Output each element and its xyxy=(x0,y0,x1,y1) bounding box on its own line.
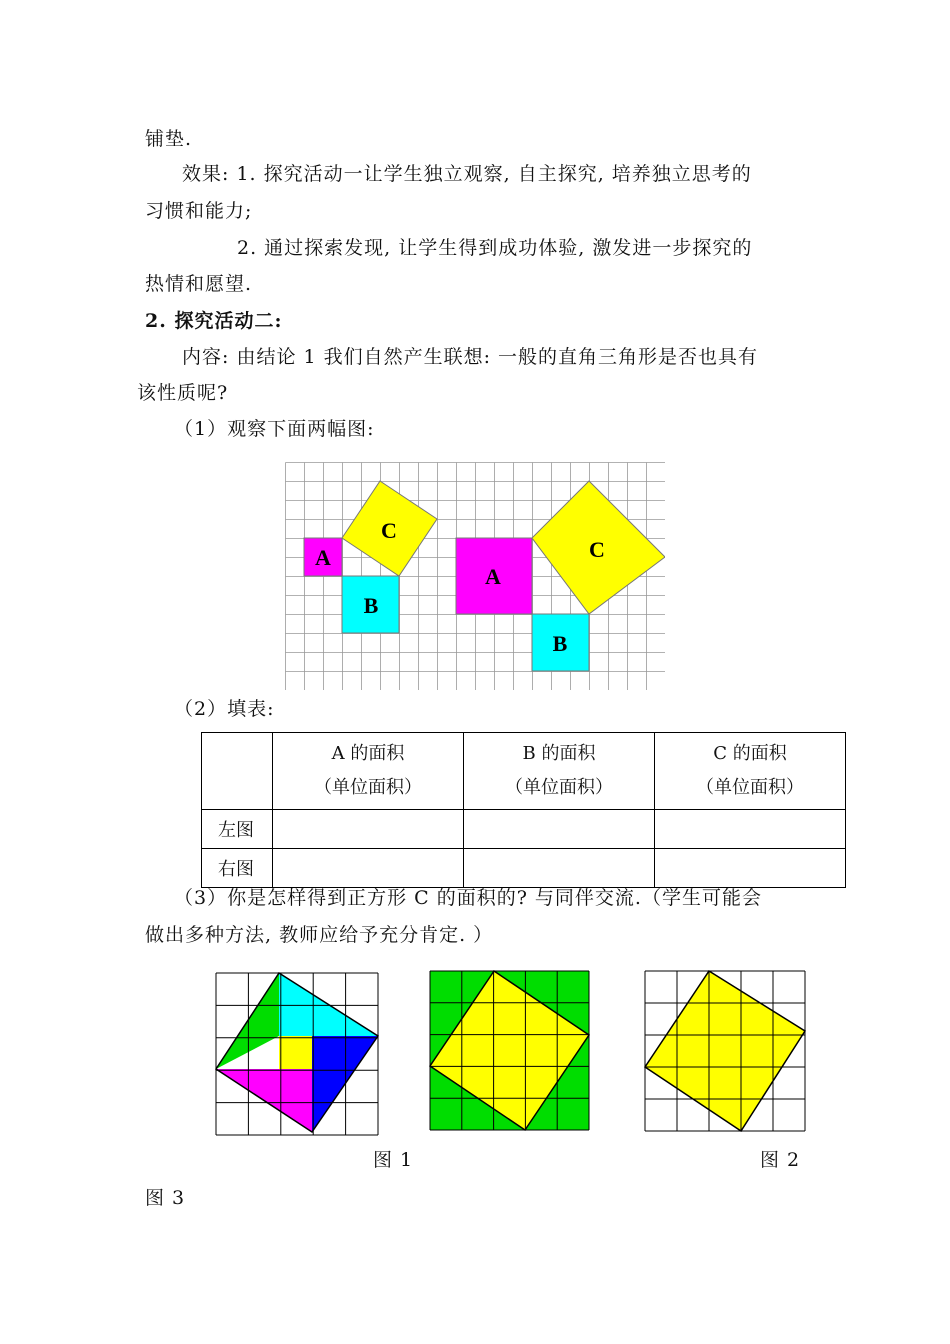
caption-figure-3: 图 3 xyxy=(145,1187,186,1209)
cell-right-a[interactable] xyxy=(273,849,464,888)
fig1-yellow-center xyxy=(279,1036,312,1069)
table-header-b xyxy=(464,733,655,810)
cell-left-b[interactable] xyxy=(464,810,655,849)
label-b-right: B xyxy=(552,631,568,656)
cell-right-c[interactable] xyxy=(655,849,846,888)
caption-figure-1: 图 1 xyxy=(373,1149,414,1171)
cell-left-a[interactable] xyxy=(273,810,464,849)
label-a-right: A xyxy=(485,564,501,589)
header-b-line2: （单位面积） xyxy=(505,777,613,798)
header-a-line2: （单位面积） xyxy=(314,777,422,798)
table-row xyxy=(202,810,846,849)
figure-2 xyxy=(429,970,590,1132)
header-b-line1: B 的面积 xyxy=(522,743,596,764)
figure-3 xyxy=(644,970,807,1132)
text-line-4: 2. 通过探索发现, 让学生得到成功体验, 激发进一步探究的 xyxy=(237,237,753,259)
header-c-line2: （单位面积） xyxy=(696,777,804,798)
label-c-left: C xyxy=(381,518,397,543)
area-table xyxy=(201,732,846,888)
caption-figure-2: 图 2 xyxy=(760,1149,801,1171)
text-line-8: 该性质呢? xyxy=(137,382,229,404)
row-label-right: 右图 xyxy=(202,849,273,888)
text-line-10: （2）填表: xyxy=(174,698,275,720)
text-line-5: 热情和愿望. xyxy=(145,273,253,295)
text-line-2: 效果: 1. 探究活动一让学生独立观察, 自主探究, 培养独立思考的 xyxy=(182,163,752,185)
figure-1 xyxy=(213,970,380,1136)
table-row xyxy=(202,849,846,888)
text-line-3: 习惯和能力; xyxy=(145,200,253,222)
table-corner-cell xyxy=(202,733,273,810)
observation-figure xyxy=(285,462,665,690)
row-label-left: 左图 xyxy=(202,810,273,849)
text-line-12: 做出多种方法, 教师应给予充分肯定. ） xyxy=(145,924,494,946)
text-line-9: （1）观察下面两幅图: xyxy=(174,418,375,440)
text-line-11: （3）你是怎样得到正方形 C 的面积的? 与同伴交流.（学生可能会 xyxy=(174,887,762,909)
cell-right-b[interactable] xyxy=(464,849,655,888)
cell-left-c[interactable] xyxy=(655,810,846,849)
header-c-line1: C 的面积 xyxy=(713,743,787,764)
header-a-line1: A 的面积 xyxy=(331,743,405,764)
label-c-right: C xyxy=(589,537,605,562)
table-header-a xyxy=(273,733,464,810)
fig3-yellow-square xyxy=(645,971,805,1131)
text-line-1: 铺垫. xyxy=(145,128,193,150)
section-heading: 2. 探究活动二: xyxy=(145,310,283,332)
label-b-left: B xyxy=(363,593,379,618)
text-line-7: 内容: 由结论 1 我们自然产生联想: 一般的直角三角形是否也具有 xyxy=(182,346,759,368)
label-a-left: A xyxy=(315,545,331,570)
table-header-c xyxy=(655,733,846,810)
